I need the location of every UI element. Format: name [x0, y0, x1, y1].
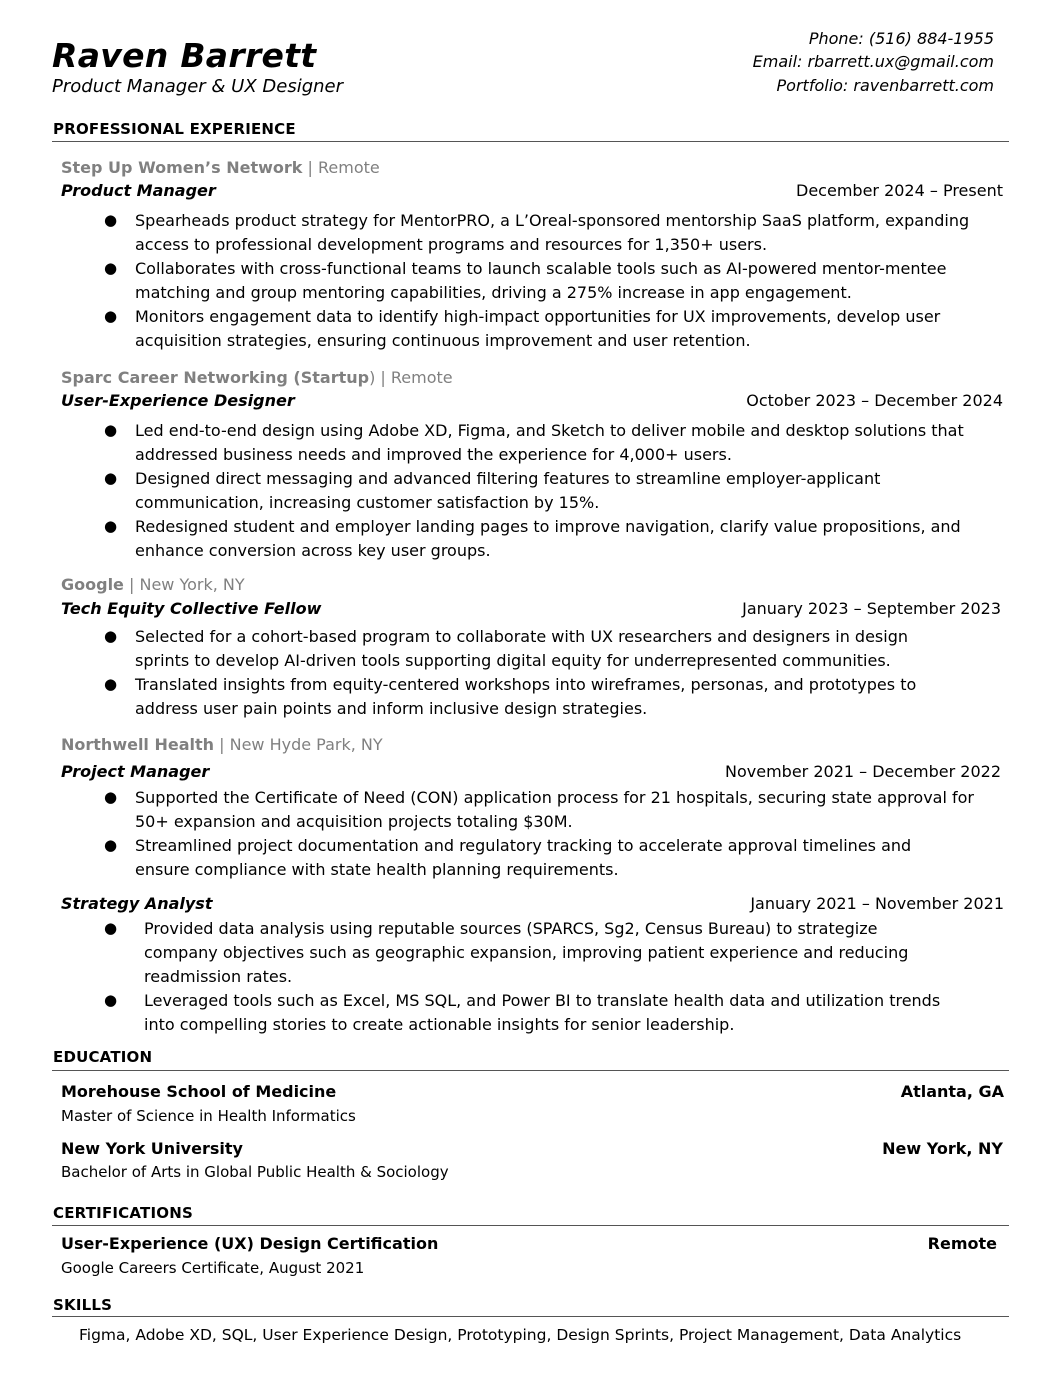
job-bullet: Streamlined project documentation and regulatory tracking to accelerate approval timelines and ensure compliance with state health planning requirements.	[135, 836, 912, 879]
section-divider	[52, 1225, 1009, 1226]
job-role: Product Manager	[61, 181, 216, 200]
school-location: Atlanta, GA	[900, 1082, 1004, 1101]
job-bullet: Selected for a cohort-based program to collaborate with UX researchers and designers in design sprints to develop AI-driven tools supporting digital equity for underrepresented communities.	[135, 627, 908, 670]
bullet-icon: ●	[104, 919, 118, 937]
job-role: Project Manager	[61, 762, 210, 781]
job-dates: October 2023 – December 2024	[746, 391, 1003, 410]
section-divider	[52, 1070, 1009, 1071]
job-bullet: Collaborates with cross-functional teams to launch scalable tools such as AI-powered mentor-mentee matching and group mentoring capabilities, driving a 275% increase in app engagement.	[135, 259, 947, 302]
contact-email: Email: rbarrett.ux@gmail.com	[752, 52, 994, 71]
job-role: Strategy Analyst	[61, 894, 213, 913]
school-name: Morehouse School of Medicine	[61, 1082, 337, 1101]
org-name: Sparc Career Networking (Startup	[61, 368, 370, 387]
org-name: Northwell Health	[61, 735, 215, 754]
school-degree: Master of Science in Health Informatics	[61, 1107, 356, 1125]
bullet-icon: ●	[104, 788, 118, 806]
job-bullet: Spearheads product strategy for MentorPRO, a L’Oreal-sponsored mentorship SaaS platform, expanding access to professional development programs and resources for 1,350+ users.	[135, 211, 970, 254]
bullet-icon: ●	[104, 627, 118, 645]
org-name: Google	[61, 575, 124, 594]
skills-list: Figma, Adobe XD, SQL, User Experience Design, Prototyping, Design Sprints, Project Management, Data Analytics	[79, 1326, 962, 1344]
bullet-icon: ●	[104, 675, 118, 693]
contact-phone: Phone: (516) 884-1955	[808, 29, 994, 48]
bullet-icon: ●	[104, 517, 118, 535]
org-name: Step Up Women’s Network	[61, 158, 303, 177]
job-bullet: Leveraged tools such as Excel, MS SQL, and Power BI to translate health data and utilization trends into compelling stories to create actionable insights for senior leadership.	[144, 991, 941, 1034]
job-org	[61, 158, 380, 177]
school-degree: Bachelor of Arts in Global Public Health & Sociology	[61, 1163, 449, 1181]
school-name: New York University	[61, 1139, 243, 1158]
certification-detail: Google Careers Certificate, August 2021	[61, 1259, 365, 1277]
job-bullet: Led end-to-end design using Adobe XD, Figma, and Sketch to deliver mobile and desktop solutions that addressed business needs and improved the experience for 4,000+ users.	[135, 421, 964, 464]
job-bullet: Redesigned student and employer landing pages to improve navigation, clarify value propositions, and enhance conversion across key user groups.	[135, 517, 961, 560]
org-location: | Remote	[302, 158, 380, 177]
job-org	[61, 575, 245, 594]
bullet-icon: ●	[104, 307, 118, 325]
job-dates: January 2023 – September 2023	[742, 599, 1001, 618]
job-bullet: Supported the Certificate of Need (CON) application process for 21 hospitals, securing state approval for 50+ expansion and acquisition projects totaling $30M.	[135, 788, 975, 831]
section-title-experience: PROFESSIONAL EXPERIENCE	[53, 120, 296, 138]
resume-subtitle: Product Manager & UX Designer	[52, 76, 344, 97]
bullet-icon: ●	[104, 836, 118, 854]
job-bullet: Provided data analysis using reputable sources (SPARCS, Sg2, Census Bureau) to strategize company objectives such as geographic expansion, improving patient experience and reducing readmission rates.	[144, 919, 909, 986]
bullet-icon: ●	[104, 991, 118, 1009]
job-bullet: Monitors engagement data to identify high-impact opportunities for UX improvements, develop user acquisition strategies, ensuring continuous improvement and user retention.	[135, 307, 941, 350]
section-title-skills: SKILLS	[53, 1296, 113, 1314]
org-location: ) | Remote	[369, 368, 453, 387]
bullet-icon: ●	[104, 211, 118, 229]
certification-location: Remote	[927, 1234, 997, 1253]
section-divider	[52, 141, 1009, 142]
section-divider	[52, 1316, 1009, 1317]
resume-name: Raven Barrett	[52, 36, 317, 75]
certification-name: User-Experience (UX) Design Certification	[61, 1234, 439, 1253]
contact-portfolio: Portfolio: ravenbarrett.com	[776, 76, 994, 95]
job-role: User-Experience Designer	[61, 391, 295, 410]
school-location: New York, NY	[882, 1139, 1003, 1158]
bullet-icon: ●	[104, 259, 118, 277]
job-dates: December 2024 – Present	[796, 181, 1003, 200]
job-bullet: Designed direct messaging and advanced filtering features to streamline employer-applicant communication, increasing customer satisfaction by 15%.	[135, 469, 881, 512]
job-role: Tech Equity Collective Fellow	[61, 599, 322, 618]
job-dates: January 2021 – November 2021	[750, 894, 1004, 913]
org-location: | New York, NY	[123, 575, 245, 594]
bullet-icon: ●	[104, 469, 118, 487]
job-org	[61, 735, 383, 754]
section-title-certifications: CERTIFICATIONS	[53, 1204, 193, 1222]
job-dates: November 2021 – December 2022	[725, 762, 1001, 781]
section-title-education: EDUCATION	[53, 1048, 153, 1066]
org-location: | New Hyde Park, NY	[214, 735, 383, 754]
job-bullet: Translated insights from equity-centered workshops into wireframes, personas, and prototypes to address user pain points and inform inclusive design strategies.	[135, 675, 917, 718]
job-org	[61, 368, 453, 387]
bullet-icon: ●	[104, 421, 118, 439]
